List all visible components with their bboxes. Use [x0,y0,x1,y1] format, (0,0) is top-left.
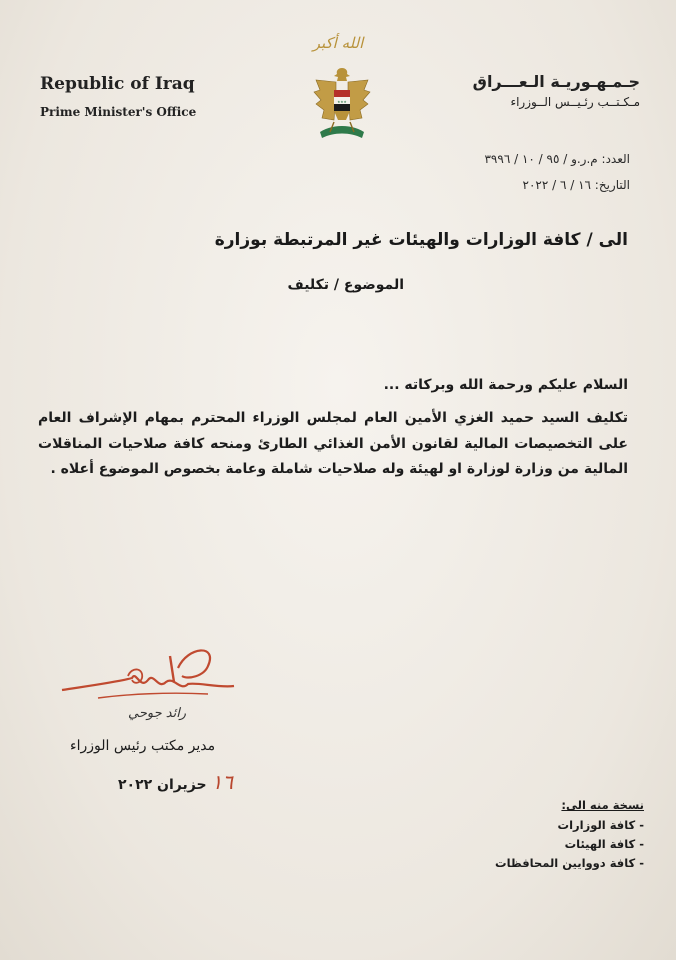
reference-date: التاريخ: ١٦ / ٦ / ٢٠٢٢ [522,178,630,192]
letter-greeting: السلام عليكم ورحمة الله وبركاته ... [383,377,628,393]
copy-to-title: نسخة منه الى: [561,798,644,812]
list-item: - كافة الهيئات [564,837,644,851]
signer-name: رائد جوحي [128,706,187,721]
en-country-title: Republic of Iraq [40,74,195,94]
signature-date-month-year: حزيران ٢٠٢٢ [118,777,207,793]
copy-to-items [495,818,644,870]
ar-country-title: جـمـهـوريـة الـعـــراق [472,72,640,91]
calligraphy-header: الله أكبر [312,34,364,52]
list-item: - كافة الوزارات [557,818,644,832]
signature-date [118,770,239,794]
ar-office-title: مـكـتــب رئـيــس الــوزراء [510,95,640,109]
arabic-letterhead [473,72,640,109]
iraq-eagle-emblem [312,62,372,158]
copy-to-list [495,798,644,875]
letter-subject: الموضوع / تكليف [287,277,404,293]
list-item: - كافة دووايين المحافظات [495,856,644,870]
signer-title: مدير مكتب رئيس الوزراء [70,738,216,754]
letter-recipient: الى / كافة الوزارات والهيئات غير المرتبطة بوزارة [214,230,628,250]
svg-text:★★★: ★★★ [337,100,347,104]
reference-number: العدد: م.ر.و / ٩٥ / ١٠ / ٣٩٩٦ [484,152,630,166]
signature-date-day: ١٦ [211,770,233,794]
en-office-title: Prime Minister's Office [40,105,197,119]
letter-body: تكليف السيد حميد الغزي الأمين العام لمجلس الوزراء المحترم بمهام الإشراف العام على التخصيصات المالية لقانون الأمن الغذائي الطارئ ومنحه كافة صلاحيات المناقلات المالية من وزارة لوزارة او لهيئة وله صلاحيات شاملة وعامة بخصوص الموضوع أعلاه . [38,410,628,477]
english-letterhead [40,74,196,119]
